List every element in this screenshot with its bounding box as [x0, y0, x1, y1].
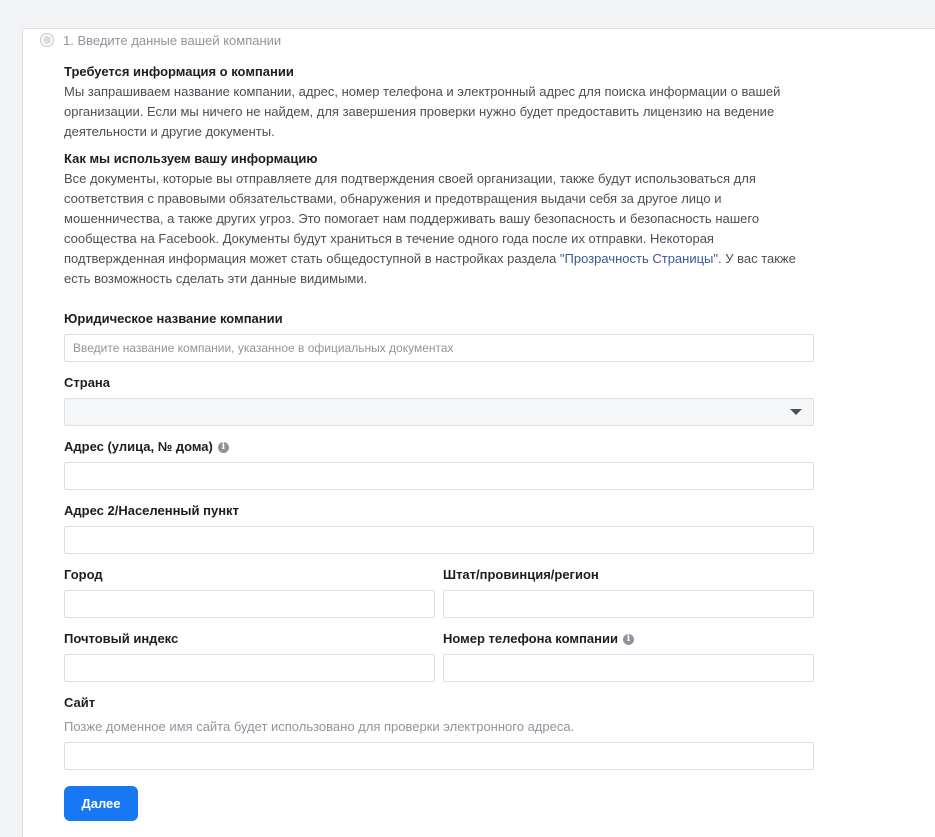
step-radio-icon — [40, 33, 54, 47]
page-transparency-link[interactable]: "Прозрачность Страницы" — [559, 251, 718, 266]
address-input[interactable] — [64, 462, 814, 490]
phone-input[interactable] — [443, 654, 814, 682]
state-label: Штат/провинция/регион — [443, 567, 599, 582]
website-hint: Позже доменное имя сайта будет использовано для проверки электронного адреса. — [64, 719, 575, 734]
city-label: Город — [64, 567, 103, 582]
business-info-card — [22, 28, 935, 837]
legal-name-label: Юридическое название компании — [64, 311, 283, 326]
country-select[interactable] — [64, 398, 814, 426]
address2-input[interactable] — [64, 526, 814, 554]
zip-input[interactable] — [64, 654, 435, 682]
step-label: 1. Введите данные вашей компании — [63, 32, 282, 48]
state-input[interactable] — [443, 590, 814, 618]
website-label: Сайт — [64, 695, 96, 710]
info-title-usage: Как мы используем вашу информацию — [64, 151, 318, 166]
info-section — [64, 62, 814, 289]
address-label: Адрес (улица, № дома) i — [64, 439, 229, 455]
step-header — [40, 31, 281, 49]
country-label: Страна — [64, 375, 111, 390]
legal-name-input[interactable]: Введите название компании, указанное в официальных документах — [64, 334, 814, 362]
info-icon[interactable]: i — [218, 442, 229, 453]
phone-label: Номер телефона компании i — [443, 631, 634, 647]
info-text-usage: Все документы, которые вы отправляете для подтверждения своей организации, также будут использоваться для соответствия с правовыми обязательствами, обнаружения и предотвращения выдачи себя за другое лицо и мошенничества, а также других угроз. Это помогает нам поддерживать вашу безопасность и безопасность нашего сообщества на Facebook. Документы будут храниться в течение одного года после их отправки. Некоторая подтвержденная информация может стать общедоступной в настройках раздела "Прозрачность Страницы". У вас также есть возможность сделать эти данные видимыми. — [64, 171, 796, 286]
city-input[interactable] — [64, 590, 435, 618]
info-title-required: Требуется информация о компании — [64, 64, 294, 79]
info-icon[interactable]: i — [623, 634, 634, 645]
address2-label: Адрес 2/Населенный пункт — [64, 503, 239, 518]
info-text-required: Мы запрашиваем название компании, адрес, номер телефона и электронный адрес для поиска информации о вашей организации. Если мы ничего не найдем, для завершения проверки нужно будет предоставить лицензию на ведение деятельности и другие документы. — [64, 84, 781, 139]
caret-down-icon — [790, 409, 802, 415]
next-button[interactable]: Далее — [64, 786, 138, 821]
zip-label: Почтовый индекс — [64, 631, 179, 646]
website-input[interactable] — [64, 742, 814, 770]
